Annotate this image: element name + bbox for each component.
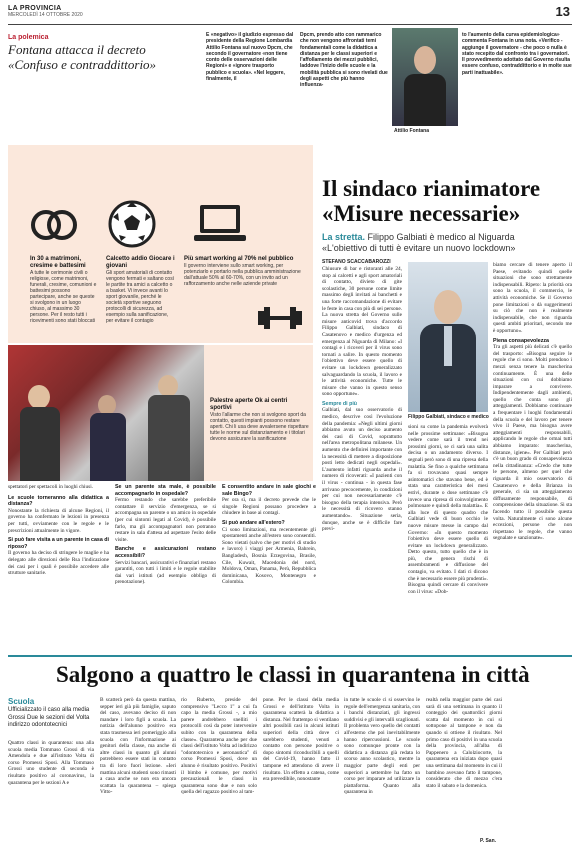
main-col2: sioni su come la pandemia evolverà nelle prossime settimane: «Bisogna vedere come sarà il trend nei prossimi giorni, se ci sarà una salita decisa o un andamento diverso. I segnali però sono di una ripresa della malattia. Se fino a qualche settimana fa si trovavano quasi sempre asintomatici che stavano bene, ed è stata una caratteristica dei mesi estivi, durante o dose settimane c'è invece una ripresa di coinvolgimento polmonare e quindi della malattia». E alla luce di questo quadro che Galbiati vede di buon occhio le nuove misure messe in campo dal Governo: «In questo momento l'obiettivo deve essere quello di evitare un lockdown generalizzato. Detto questo, tutto quello che è in più, che genera rischi di assembramenti e diffusione del contagio, va evitato. I dati ci dicono che è necessario essere più prudenti». Bisogna quindi cercare di convivere con il virus: «Dob- [408,424,488,595]
info-item-gyms [210,398,310,482]
galbiati-caption: Filippo Galbiati, sindaco e medico [408,414,489,420]
top-col1: È «negativo» il giudizio espresso dal presidente della Regione Lombardia Attilio Fontana sul nuovo Dpcm, che secondo il governatore «non tiene conto delle osservazioni delle Regioni» e «ignore trasporto pubblico e scuola». «Nel leggere, finalmente, il [206,32,294,83]
bottom-deck: Ufficializzato il caso alla media Grossi Due le sezioni del Volta indirizzo odontotecnici [8,707,90,728]
laptop-icon [190,196,250,252]
fontana-caption: Attilio Fontana [394,128,429,134]
top-kicker: La polemica [8,34,49,41]
page-number: 13 [555,4,570,19]
main-col1 [322,266,402,642]
top-title-line2: «Confuso e contraddittorio» [8,57,157,72]
main-deck-kicker: La stretta. [322,232,366,242]
faq-answer: Il governo ha deciso di stringere le maglie e ha delegato alle direzioni delle Rsa l'indicazione dei casi per i quali è possibile accedere alle strutture sanitarie. [8,550,109,577]
dateline: MERCOLEDÌ 14 OTTOBRE 2020 [8,12,83,18]
main-deck-line1: Filippo Galbiati è medico al Niguarda [367,232,515,242]
masthead: LA PROVINCIA [8,5,62,12]
info-headline: Calcetto addio Giocare i giovani [106,256,175,269]
faq-question: Si può andare all'estero? [222,519,285,526]
main-col3 [493,262,572,642]
faq-col3 [222,484,316,644]
faq-question: È consentito andare in sale giochi e sale Bingo? [222,484,316,497]
info-item-ceremonies [30,256,98,340]
info-text: A tutte le cerimonie civili o religiose, come matrimoni, funerali, cresime, comunioni e battesimi possono partecipare, anche se queste si svolgono in un luogo chiuso, al massimo 30 persone. Per il resto tutti i ricevimenti sono stati bloccati [30,270,97,324]
faq-question: Banche e assicurazioni restano accessibili? [115,546,216,559]
faq-intro: spettatori per spettacoli in luoghi chiusi. [8,484,94,490]
page-header [8,6,572,25]
bottom-byline: P. San. [480,838,497,844]
bottom-kicker: Scuola [8,697,35,706]
bottom-col3: rio Ruberto, preside del comprensivo "Lecco 1" a cui fa capo la media Grossi -, a mio parere andrebbero snelliti i protocolli così da poter intervenire subito con la quarantena della classe». Quarantena anche per due classi dell'istituto Volta ad indirizzo "odontotecnico e aeronautica" di corso Promessi Sposi, dove un alunno è risultato positivo. Positivi il bimbo è comune, per motivi precauzionali le classi in quarantena sono due e non solo quella del ragazzo positivo al tam- [181,697,257,796]
main-col3b-text: Tra gli aspetti più delicati c'è quello del trasporto: «Bisogna seguire le regole che ci sono. Molti prendono i mezzi senza tenere la mascherina continuamente. È una delle situazioni con cui dobbiamo imparare a convivere. Indipendentemente dagli ambienti, quello che conta sono gli atteggiamenti. Dobbiamo continuare a frequentare i luoghi fondamentali della scuola e del lavoro per tenere vivo il Paese, ma bisogna avere atteggiamenti responsabili, applicando le regole che ormai tutti abbiamo imparato: mascherina, distanze, igiene». Per Galbiati però c'è un buon grado di consapevolezza nella cittadinanza: «Credo che tutte le persone, almeno per quel che riguarda il mio osservatorio di Casatenovo e della Brianza in generale, ci sia un atteggiamento diffusamente responsabile, di comprensione della situazione. Si sta facendo tutto il possibile questa volta. Naturalmente ci sono alcune eccezioni, persone che non rispettano le regole, che vanno segnalate e sanzionate». [493,344,572,542]
main-col3-text: biamo cercare di tenere aperto il Paese, evitando quindi quelle situazioni che sono strettamente indispensabili. Ripeto: la priorità ora sono la scuola, il commercio, le attività economiche. Se il Governo pone limitazioni o dà suggerimenti su ciò che non è realmente indispensabile, che non riguarda questi ambiti prioritari, secondo me è opportuno». [493,262,572,334]
main-subhead1: Sempre di più [322,400,358,407]
fontana-photo [392,28,458,126]
info-headline: In 30 a matrimoni, cresime e battesimi [30,256,86,269]
main-headline [322,176,572,226]
info-headline: Più smart working al 70% nel pubblico [184,256,294,262]
info-text: Il governo interviene sullo smart working, per potenziarlo e portarlo nella pubblica amministrazione dall'attuale 50% al 60-70%, con un invito ad un rafforzamento anche nelle aziende private [184,263,301,287]
top-col3: to l'aumento della curva epidemiologica» commenta Fontana in una nota. «Verifico - aggiunge il governatore - che poco o nulla è stato recepito dal confronto tra i governatori. Il provvedimento adottato dal Governo risulta essere confuso, contraddittorio e in molte sue parti inattuabile». [462,32,572,76]
top-title [8,42,198,72]
bottom-rule [8,655,572,657]
faq-col1 [8,484,109,644]
main-col1-text: Chiusure di bar e ristoranti alle 24, stop ai calcetti e agli sport amatoriali di contatto, divieto di gite scolastiche, 30 persone come limite massimo degli invitati ai banchetti e una forte raccomandazione di evitare le feste in casa con più di sei persone. La nuova stretta del Governo sulle misure anticovid trova d'accordo Filippo Galbiati, sindaco di Casatenovo e medico d'urgenza ed emergenza al Niguarda di Milano: «I contagi e i ricoveri per il virus sono tornati a salire. In questo momento l'obiettivo deve essere quello di evitare un lockdown generalizzato salvaguardando la scuola, il lavoro e le attività economiche. Tutte le misure che vanno in questo senso sono opportune». [322,266,402,398]
main-headline-line1: Il sindaco rianimatore [322,176,541,201]
faq-answer: Fermo restando che sarebbe preferibile contattare il servizio d'emergenza, se si accompagna un parente o un amico in ospedale (per cui sintomi legati al Covid), è possibile farlo, ma gli accompagnatori non potranno restare in sala d'attesa ad aspettare l'esito delle visite. [115,497,216,543]
main-deck-line2: «L'obiettivo di tutti è evitare un nuovo lockdown» [322,243,516,253]
main-headline-line2: «Misure necessarie» [322,201,521,226]
top-col2: Dpcm, prendo atto con rammarico che non vengono affrontati temi fondamentali come la didattica a distanza per le classi superiori e l'affollamento dei mezzi pubblici, laddove l'inizio delle scuole e la mobilità pubblica si sono rivelati due degli aspetti che più hanno influenza- [300,32,388,89]
main-byline: STEFANO SCACCABAROZZI [322,259,391,265]
faq-answer: Ci sono limitazioni, ma recentemente gli spostamenti anche all'estero sono consentiti. Sono vietati (salvo che per motivi di studio e lavoro) i viaggi per Armenia, Bahrein, Bangladesh, Bosnia Erzegovina, Brasile, Cile, Kuwait, Macedonia del nord, Moldova, Oman, Panama, Perù, Repubblica dominicana, Kosovo, Montenegro e Colombia. [222,526,316,586]
main-col1b-text: Galbiati, dal suo osservatorio di medico, descrive così l'evoluzione della pandemia: «Negli ultimi giorni abbiamo avuto un deciso aumento dei casi di Covid, soprattutto nell'area metropolitana milanese. Un aumento che definirei importante con la necessità di mettere a disposizione posti letto dedicati negli ospedali». L'aumento infatti riguarda anche il numero di ricoverati: «I pazienti con il virus - continua - in questa fase arrivano precocemente, in condizioni per cui non necessariamente c'è bisogno della terapia intensiva. Però le necessità di ricovero stanno aumentando». Situazione seria, dunque, anche se è difficile fare previ- [322,407,402,533]
main-deck [322,232,572,254]
rings-icon [26,198,82,248]
faq-col2 [115,484,216,644]
bottom-col5: in tutte le scuole ci si osservino le regole dell'emergenza sanitaria, con i banchi distanziati, gli ingressi suddivisi e gli intervalli scaglionati. Il problema vero quello del contatti all'esterno che poi inevitabilmente hanno ripercussioni. Le scuole sono comunque pronte con la didattica a distanza già redata lo scorso anno scolastico, mentre la maggior parte degli enti per superiori a settembre ha fatto un corso per imparare ad utilizzare la piattaforma. Quanto alla quarantena in [344,697,420,796]
info-item-smartworking [184,256,304,316]
faq-question: Si può fare visita a un parente in casa di riposo? [8,537,109,550]
train-photo [8,345,204,481]
bottom-headline: Salgono a quattro le classi in quarantena in città [56,662,530,687]
faq-answer: Servizi bancari, assicurativi e finanziari restano garantiti, con tutti i limiti e le regole stabilite dai vari istituti (ad esempio obbligo di prenotazione). [115,559,216,586]
galbiati-photo [408,262,488,412]
info-item-calcetto [106,256,176,340]
faq-question: Le scuole torneranno alla didattica a distanza? [8,494,109,508]
info-text: Visto l'allarme che non si svolgono sport da contatto, questi impianti possono restare aperti. Chi li usa deve avvalersene rispettare tutte le norme sul distanziamento e i titolari devono assicurare la sanificazione [210,412,309,442]
bottom-col6: realtà nella maggior parte dei casi sarà di una settimana in quanto il conteggio dei quattordici giorni scatta dal momento in cui si sottopone al tampone e non da quando si ottiene il risultato. Nel primo caso di positivi in una scuola della provincia, all'alba di Pappenero a Calolziocorte, la quarantena era iniziata dopo quasi una settimana dal momento in cui il bambino avevano fatto il tampone, considerato che di mezzo c'era stato il sabato e la domenica. [426,697,502,789]
faq-answer: Per ora sì, ma il decreto prevede che le singole Regioni possano procedere a chiudere in base ai contagi. [222,497,316,517]
faq-question: Se un parente sta male, è possibile accompagnarlo in ospedale? [115,484,216,497]
bottom-col2: B scatterà però da questa mattina, sepper ieri già più famiglie, saputo del caso, avevano deciso di non mandare i loro figli a scuola. La notizia dell'alunno positivo era stata trasmessa ieri pomeriggio alla scuola con l'informazione ai genitori della classe, ma anche di altre classi in quanto gli alunni potrebbero essere stati in contatto tra di loro fuori lezione. «Ieri mattina alcuni studenti sono rimasti a casa anche se non era ancora scattata la quarantena – spiega Vitto- [100,697,176,796]
bottom-col4: pone. Per le classi della media Grossi e dell'istituto Volta in quarantena scatterà la didattica a distanza. Nel frattempo si ventilano altri possibili casi in alcuni istituti superiori della città dove ci sarebbero studenti, venuti a contatto con persone positive o dopo sintomi riconducibili a quelli del Covid-19, hanno fatto il tampone ed attendono di avere il risultato. Un effetto a catena, come era prevedibile, nonostante [263,697,339,783]
soccer-ball-icon [104,196,160,252]
main-subhead2: Piena consapevolezza [493,337,549,344]
info-text: Gli sport amatoriali di contatto vengono fermati e saltano così le partite tra amici a calcetto o a basket. Vi invece avanti lo sport giovanile, perché le società sportive seguono protocolli di sicurezza, ad esempio sulla sanificazione, per evitare il contagio [106,270,175,324]
top-title-line1: Fontana attacca il decreto [8,42,146,57]
info-headline: Palestre aperte Ok ai centri sportivi [210,398,288,411]
bottom-col1: Quattro classi in quarantena: una alla scuola media Tommaso Grossi di via Amendola e due all'istituto Volta di corso Promessi Sposi. Alla Tommaso Grossi uno studente di seconda è risultato positivo al coronavirus, la quarantena per le sezioni A e [8,740,94,786]
faq-answer: Nonostante la richiesta di alcune Regioni, il governo ha confermato le lezioni in presenza per tutti, ovviamente con le regole e le prescrizioni attualmente in vigore. [8,507,109,534]
